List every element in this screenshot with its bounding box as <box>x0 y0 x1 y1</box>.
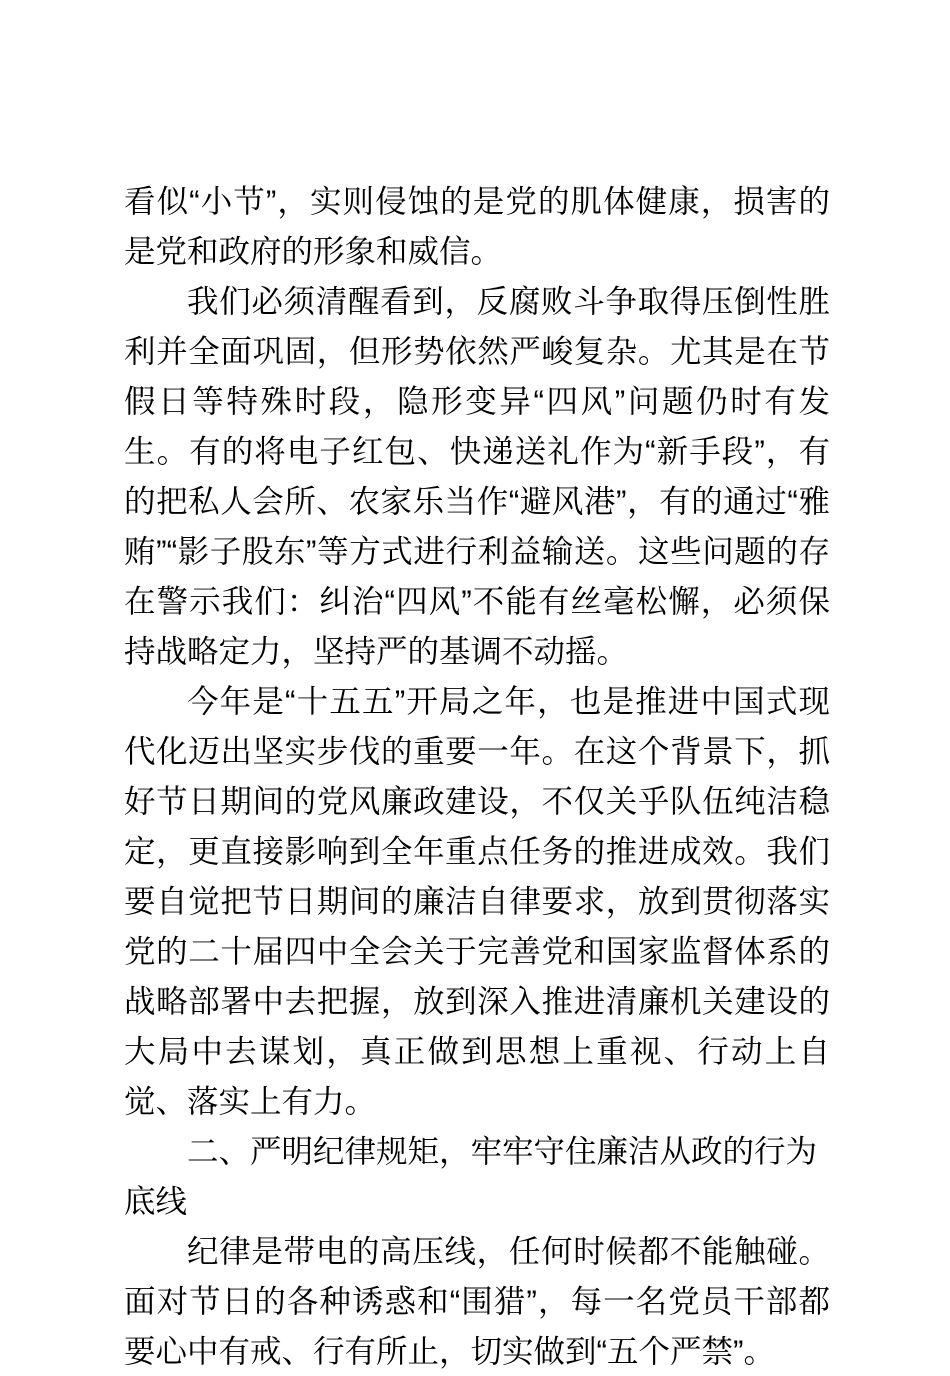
paragraph-discipline-high-voltage-line: 纪律是带电的高压线，任何时候都不能触碰。面对节日的各种诱惑和“围猎”，每一名党员干部都要心中有戒、行有所止，切实做到“五个严禁”。 <box>124 1233 830 1369</box>
section-heading-two: 二、严明纪律规矩，牢牢守住廉洁从政的行为底线 <box>124 1133 818 1219</box>
paragraph-anticorruption-situation: 我们必须清醒看到，反腐败斗争取得压倒性胜利并全面巩固，但形势依然严峻复杂。尤其是在节假日等特殊时段，隐形变异“四风”问题仍时有发生。有的将电子红包、快递送礼作为“新手段”，有的把私人会所、农家乐当作“避风港”，有的通过“雅贿”“影子股东”等方式进行利益输送。这些问题的存在警示我们：纠治“四风”不能有丝毫松懈，必须保持战略定力，坚持严的基调不动摇。 <box>124 283 830 669</box>
document-text-body <box>124 176 830 1376</box>
paragraph-fifteenth-five-year-plan: 今年是“十五五”开局之年，也是推进中国式现代化迈出坚实步伐的重要一年。在这个背景下，抓好节日期间的党风廉政建设，不仅关乎队伍纯洁稳定，更直接影响到全年重点任务的推进成效。我们要自觉把节日期间的廉洁自律要求，放到贯彻落实党的二十届四中全会关于完善党和国家监督体系的战略部署中去把握，放到深入推进清廉机关建设的大局中去谋划，真正做到思想上重视、行动上自觉、落实上有力。 <box>124 683 830 1119</box>
paragraph-continued-small-matters: 看似“小节”，实则侵蚀的是党的肌体健康，损害的是党和政府的形象和威信。 <box>124 183 830 269</box>
